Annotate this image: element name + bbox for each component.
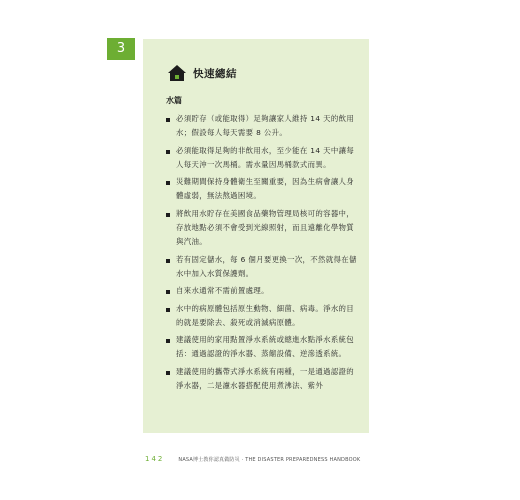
list-item <box>166 253 358 282</box>
section-title: 水篇 <box>166 96 182 105</box>
list-item-text: 建議使用的家用點置淨水系統或總進水點淨水系統包括：通過認證的淨水器、蒸餾設備、逆滲透系統。 <box>176 335 355 359</box>
bullet-icon <box>166 290 170 294</box>
list-item <box>166 144 358 173</box>
summary-heading-text: 快速總結 <box>193 67 237 80</box>
summary-panel <box>143 39 369 433</box>
list-item <box>166 112 358 141</box>
home-icon <box>167 64 187 82</box>
bullet-icon <box>166 259 170 263</box>
bullet-icon <box>166 118 170 122</box>
page-footer <box>145 455 360 463</box>
list-item-text: 水中的病原體包括原生動物、細菌、病毒。淨水的目的就是要除去、殺死或消滅病原體。 <box>176 303 355 327</box>
list-item <box>166 207 358 250</box>
list-item <box>166 302 358 331</box>
bullet-icon <box>166 181 170 185</box>
list-item-text: 若有固定儲水，每 6 個月要更換一次，不然就得在儲水中加入水質保護劑。 <box>176 254 357 278</box>
list-item-text: 災難期間保持身體衛生至關重要，因為生病會讓人身體虛弱，無法熬過困境。 <box>176 177 355 201</box>
bullet-icon <box>166 371 170 375</box>
bullet-icon <box>166 150 170 154</box>
list-item-text: 將飲用水貯存在美國食品藥物管理局核可的容器中，存放地點必須不會受到光線照射，而且遠離化學物質與汽油。 <box>176 208 355 247</box>
bullet-icon <box>166 213 170 217</box>
list-item <box>166 365 358 394</box>
chapter-number-tab: 3 <box>107 38 135 60</box>
page-number: 142 <box>145 455 165 463</box>
bullet-icon <box>166 308 170 312</box>
book-title: NASA博士教你認真做防災 · THE DISASTER PREPAREDNESS HANDBOOK <box>178 456 361 463</box>
bullet-icon <box>166 339 170 343</box>
summary-list <box>166 112 358 396</box>
list-item-text: 建議使用的攜帶式淨水系統有兩種，一是通過認證的淨水器，二是濾水器搭配使用煮沸法、紫外 <box>176 366 355 391</box>
list-item-text: 自來水通常不需前置處理。 <box>176 286 269 296</box>
summary-heading <box>167 63 237 83</box>
list-item <box>166 284 358 298</box>
list-item-text: 必須能取得足夠的非飲用水，至少能在 14 天中讓每人每天沖一次馬桶。需水量因馬桶款式而異。 <box>176 145 355 169</box>
list-item <box>166 175 358 204</box>
list-item-text: 必須貯存（或能取得）足夠讓家人維持 14 天的飲用水；假設每人每天需要 8 公升。 <box>176 114 355 138</box>
list-item <box>166 333 358 362</box>
